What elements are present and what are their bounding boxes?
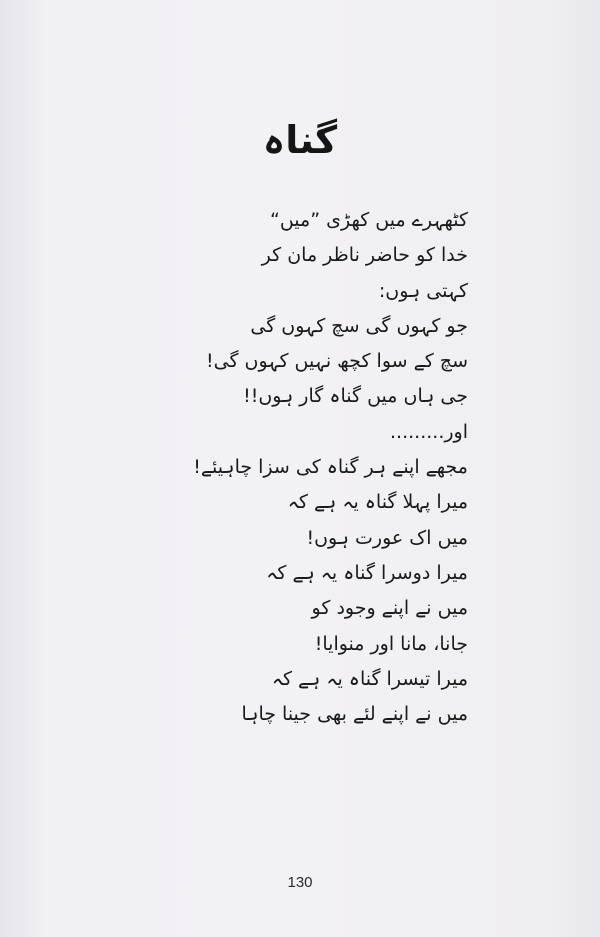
poem-line: اور......... [390,420,468,443]
poem-line: سچ کے سوا کچھ نہیں کہوں گی! [206,350,468,373]
poem-line: جی ہاں میں گناہ گار ہوں!! [243,385,468,408]
poem-line: میرا تیسرا گناہ یہ ہے کہ [271,667,468,690]
poem-line: جانا، مانا اور منوایا! [314,632,468,655]
page-number: 130 [287,874,313,891]
poem-title: گناہ [262,118,338,162]
poem-line: خدا کو حاضر ناظر مان کر [261,244,468,267]
poem-line: کہتی ہوں: [378,279,468,302]
poem-line: کٹھہرے میں کھڑی ”میں“ [270,209,468,231]
poem-line: مجھے اپنے ہر گناہ کی سزا چاہیئے! [193,456,468,479]
poem-line: میرا دوسرا گناہ یہ ہے کہ [266,561,468,584]
poem-body [168,203,468,732]
poem-line: میں نے اپنے وجود کو [311,597,468,620]
poem-line: میں اک عورت ہوں! [306,526,468,549]
poem-line: میرا پہلا گناہ یہ ہے کہ [287,491,468,514]
poem-line: جو کہوں گی سچ کہوں گی [250,314,468,337]
poem-line: میں نے اپنے لئے بھی جینا چاہا [241,703,468,726]
